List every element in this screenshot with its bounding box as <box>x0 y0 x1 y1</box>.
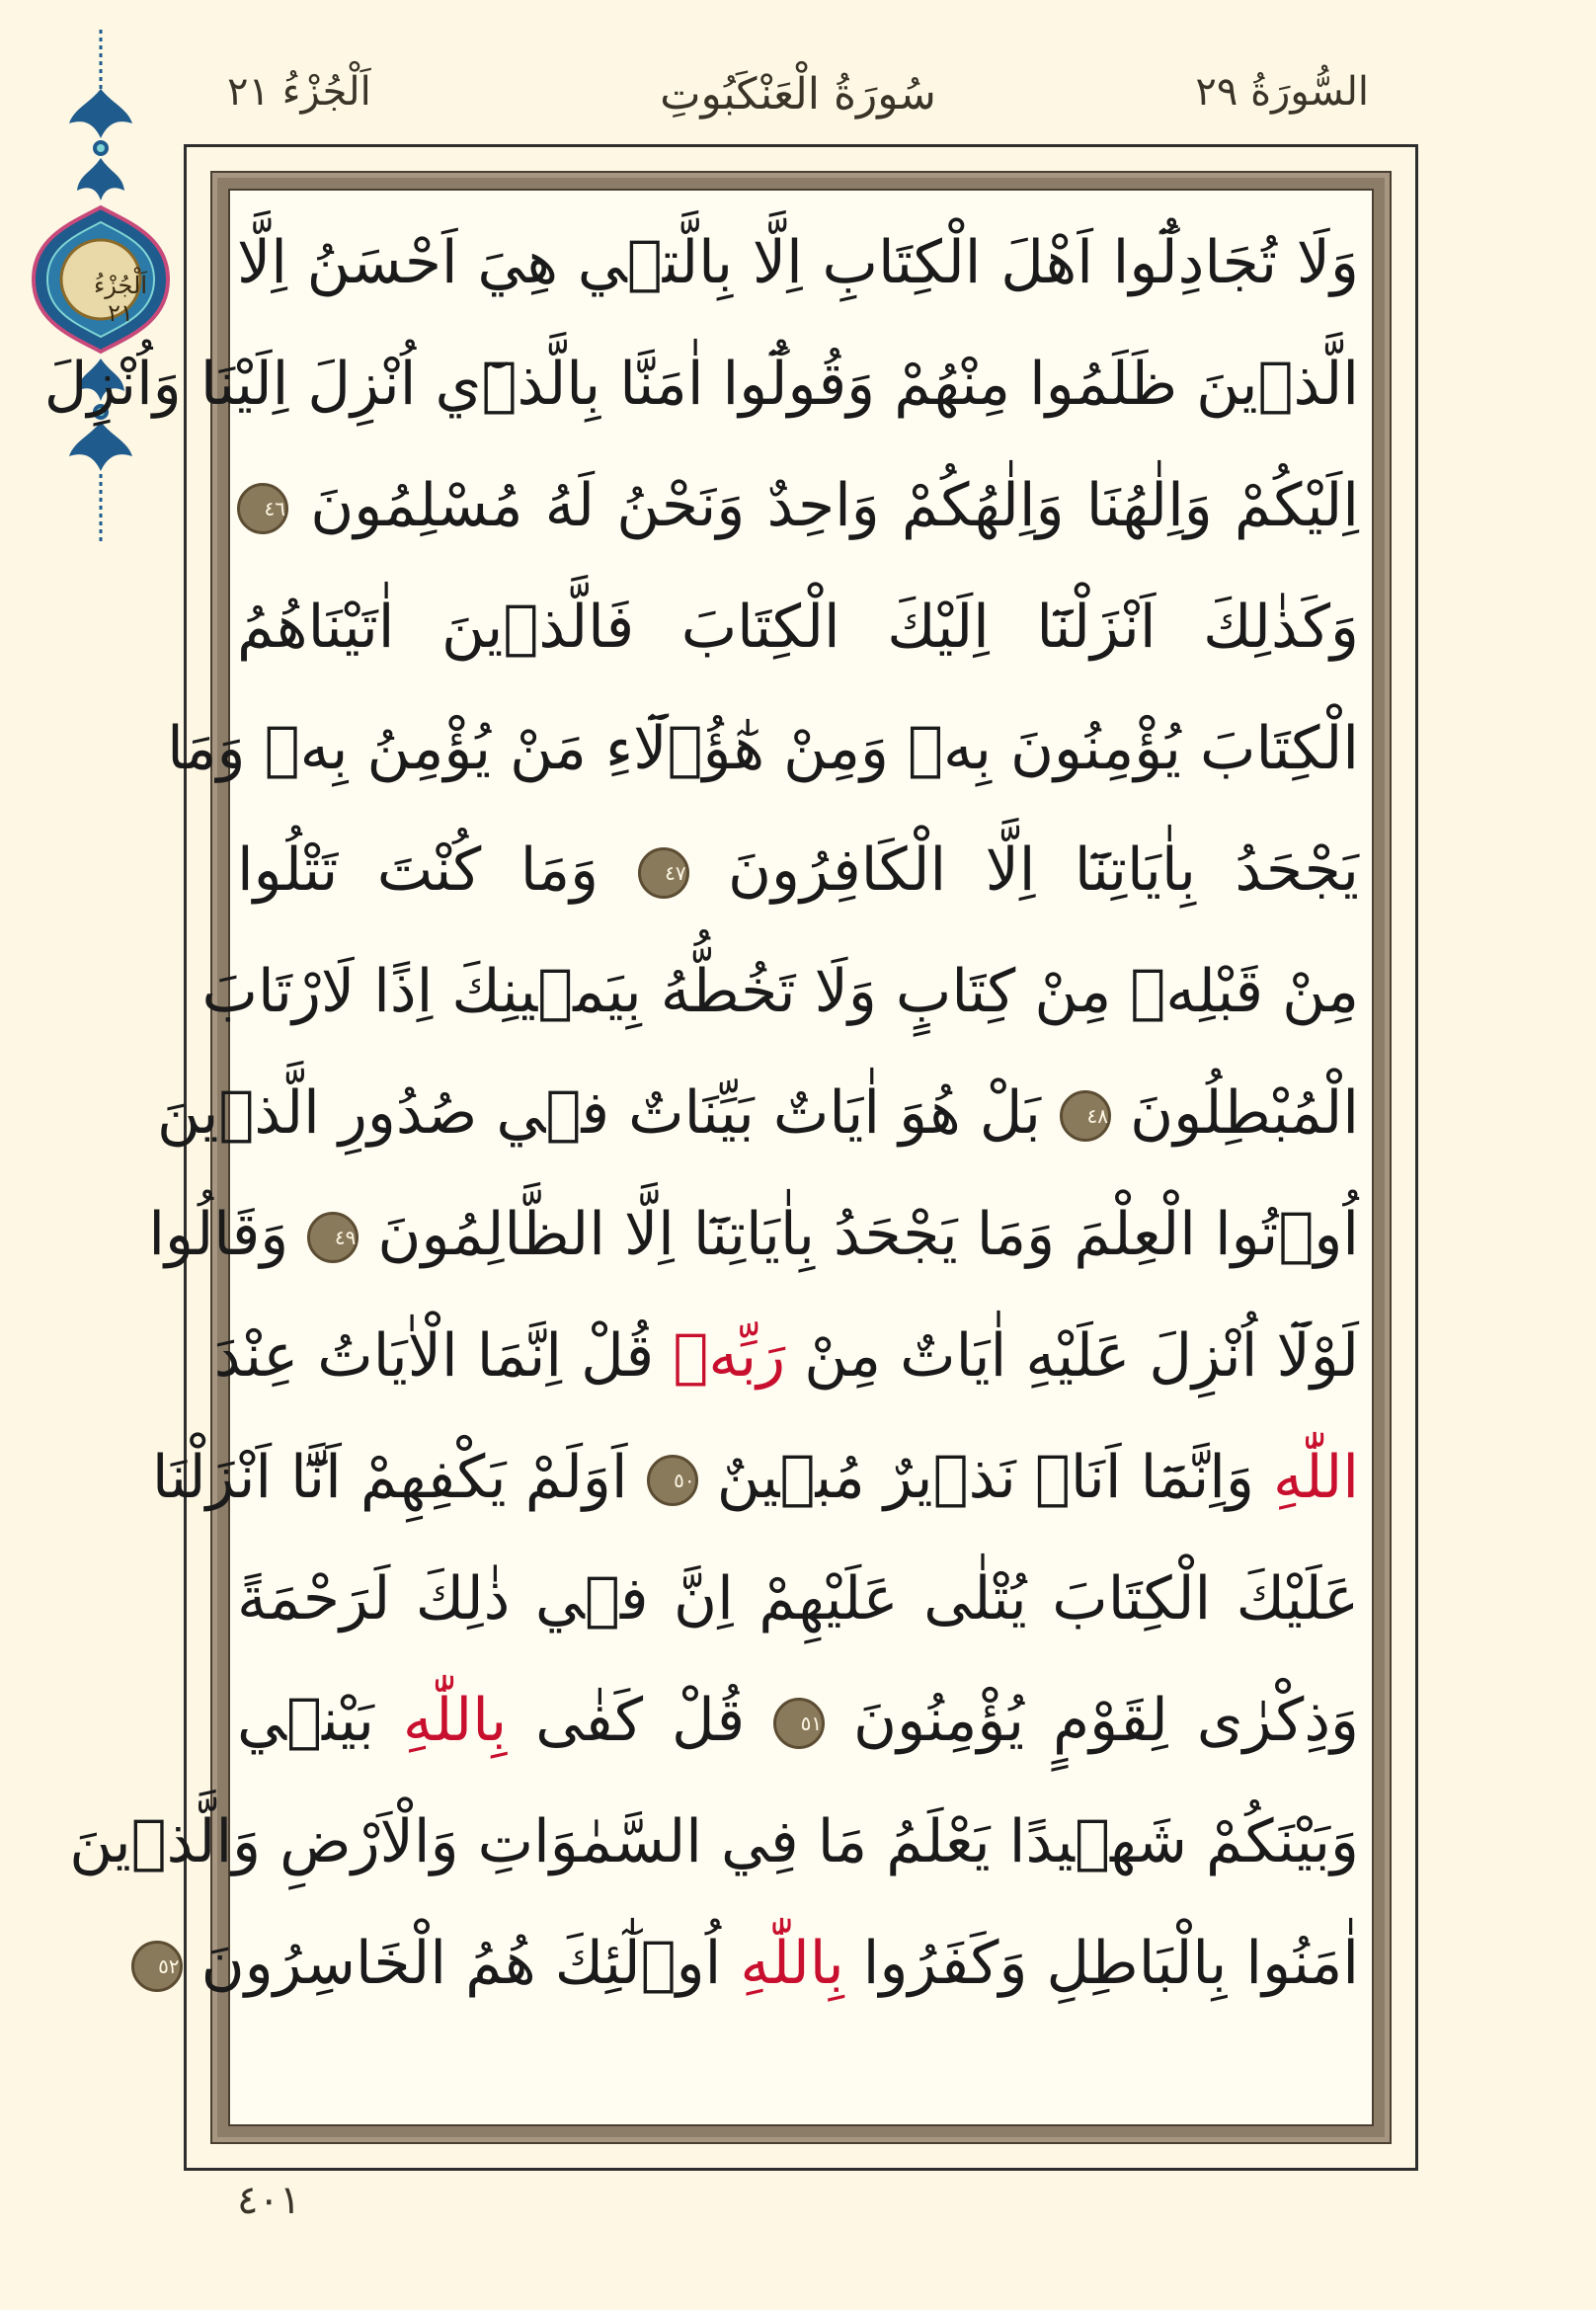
line-text: وَلَا تُجَادِلُٓوا اَهْلَ الْكِتَابِ اِلَّا بِالَّت۪ي هِيَ اَحْسَنُ اِلَّا <box>237 228 1359 297</box>
verse-line <box>43 324 1359 445</box>
juz-medallion-label <box>81 272 160 327</box>
juz-medallion-word: اَلْجُزْءُ <box>94 272 147 299</box>
line-text: وَقَالُوا <box>148 1200 289 1269</box>
line-text: عَلَيْكَ الْكِتَابَ يُتْلٰى عَلَيْهِمْ اِنَّ ف۪ي ذٰلِكَ لَرَحْمَةً <box>237 1564 1359 1633</box>
verse-line <box>151 1417 1359 1539</box>
line-text: قُلْ اِنَّمَا الْاٰيَاتُ عِنْدَ <box>213 1321 655 1391</box>
ayah-number-marker: ٥٢ <box>131 1941 183 1992</box>
ayah-number-marker: ٥٠ <box>647 1455 698 1506</box>
juz-ornament <box>20 25 183 548</box>
verse-line <box>213 1296 1359 1417</box>
line-text: وَبَيْنَكُمْ شَه۪يدًا يَعْلَمُ مَا فِي السَّمٰوَاتِ وَالْاَرْضِ وَالَّذ۪ينَ <box>69 1807 1359 1876</box>
line-text: يَجْحَدُ بِاٰيَاتِنَٓا اِلَّا الْكَافِرُونَ <box>727 836 1360 905</box>
line-text: الَّذ۪ينَ ظَلَمُوا مِنْهُمْ وَقُولُٓوا اٰمَنَّا بِالَّذ۪ٓي اُنْزِلَ اِلَيْنَا وَاُنْزِلَ <box>43 350 1359 419</box>
line-text: مِنْ قَبْلِه۪ مِنْ كِتَابٍ وَلَا تَخُطُّهُ بِيَم۪ينِكَ اِذًا لَارْتَابَ <box>201 957 1359 1026</box>
verse-line <box>167 688 1359 810</box>
verse-line <box>237 1539 1359 1660</box>
highlighted-word: رَبِّه۪ <box>673 1321 786 1391</box>
line-text: بَلْ هُوَ اٰيَاتٌ بَيِّنَاتٌ ف۪ي صُدُورِ الَّذ۪ينَ <box>157 1078 1041 1148</box>
line-text: اٰمَنُوا بِالْبَاطِلِ وَكَفَرُوا <box>862 1929 1359 1998</box>
highlighted-word: بِاللّٰهِ <box>402 1686 508 1755</box>
line-text: اُو۫تُوا الْعِلْمَ وَمَا يَجْحَدُ بِاٰيَاتِنَٓا اِلَّا الظَّالِمُونَ <box>377 1200 1359 1269</box>
line-text: الْمُبْطِلُونَ <box>1130 1078 1359 1148</box>
ayah-number-marker: ٤٨ <box>1060 1090 1111 1142</box>
verse-line <box>158 1903 1359 2025</box>
ayah-number-marker: ٤٦ <box>237 483 288 534</box>
line-text: اُو۬لٰٓئِكَ هُمُ الْخَاسِرُونَ <box>200 1929 722 1998</box>
ayah-number-marker: ٤٩ <box>307 1212 359 1263</box>
verse-line <box>237 567 1359 688</box>
line-text: اِلَيْكُمْ وَاِلٰهُنَا وَاِلٰهُكُمْ وَاحِدٌ وَنَحْنُ لَهُ مُسْلِمُونَ <box>310 471 1360 540</box>
surah-number: السُّورَةُ ٢٩ <box>1195 69 1369 115</box>
verse-line <box>148 1174 1359 1296</box>
verse-line <box>157 1053 1359 1174</box>
verse-line <box>69 1782 1359 1903</box>
verse-line <box>237 445 1359 567</box>
highlighted-word: بِاللّٰهِ <box>740 1929 844 1998</box>
line-text: الْكِتَابَ يُؤْمِنُونَ بِه۪ وَمِنْ هٰٓؤُ۬لَٓاءِ مَنْ يُؤْمِنُ بِه۪ وَمَا <box>167 714 1359 783</box>
highlighted-word: اللّٰهِ <box>1273 1443 1359 1512</box>
line-text: وَكَذٰلِكَ اَنْزَلْنَٓا اِلَيْكَ الْكِتَابَ فَالَّذ۪ينَ اٰتَيْنَاهُمُ <box>237 593 1359 662</box>
verse-line <box>237 1660 1359 1782</box>
verse-line <box>201 931 1359 1053</box>
line-text: وَذِكْرٰى لِقَوْمٍ يُؤْمِنُونَ <box>853 1686 1360 1755</box>
ayah-number-marker: ٤٧ <box>638 847 689 899</box>
line-text: وَاِنَّمَٓا اَنَا۬ نَذ۪يرٌ مُب۪ينٌ <box>716 1443 1254 1512</box>
surah-title: سُورَةُ الْعَنْكَبُوتِ <box>660 69 936 119</box>
page-header <box>0 69 1596 138</box>
verse-line <box>237 810 1359 931</box>
line-text: لَوْلَٓا اُنْزِلَ عَلَيْهِ اٰيَاتٌ مِنْ <box>804 1321 1359 1391</box>
line-text: بَيْن۪ي <box>237 1686 374 1755</box>
line-text: قُلْ كَفٰى <box>535 1686 746 1755</box>
ayah-number-marker: ٥١ <box>773 1698 825 1749</box>
juz-number: اَلْجُزْءُ ٢١ <box>227 69 371 115</box>
line-text: اَوَلَمْ يَكْفِهِمْ اَنَّٓا اَنْزَلْنَا <box>151 1443 628 1512</box>
verse-line <box>237 202 1359 324</box>
juz-medallion-digit: ٢١ <box>108 299 133 327</box>
line-text: وَمَا كُنْتَ تَتْلُوا <box>237 836 599 905</box>
page-number: ٤٠١ <box>237 2178 301 2223</box>
